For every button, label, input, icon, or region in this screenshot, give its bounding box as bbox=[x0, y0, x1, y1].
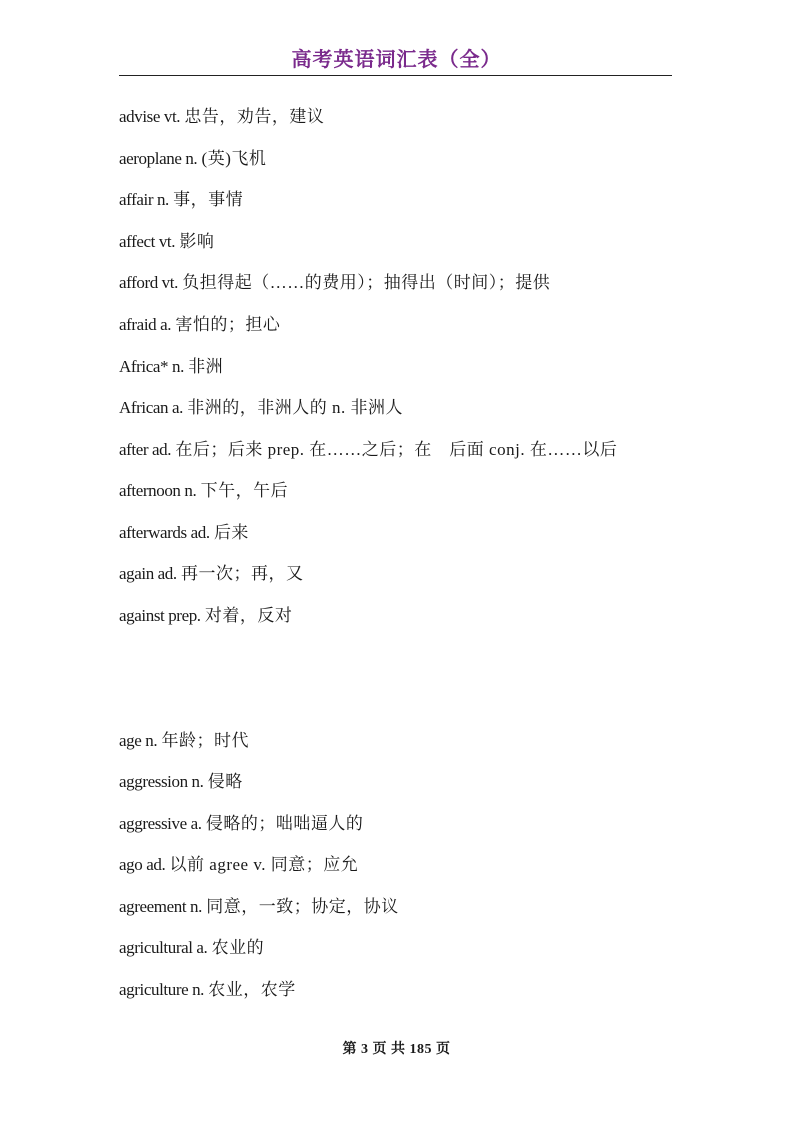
entry-meaning: 忠告，劝告，建议 bbox=[184, 107, 325, 126]
entry-meaning: 同意，一致；协定，协议 bbox=[206, 897, 399, 916]
vocab-entry bbox=[119, 813, 363, 835]
entry-word: advise vt. bbox=[119, 107, 181, 126]
vocab-entry bbox=[119, 231, 214, 253]
page-title: 高考英语词汇表（全） bbox=[291, 49, 502, 71]
entry-word: ago ad. bbox=[119, 855, 166, 874]
vocab-entry bbox=[119, 148, 266, 170]
entry-word: again ad. bbox=[119, 564, 177, 583]
entry-meaning: (英)飞机 bbox=[201, 149, 267, 168]
entry-meaning: 以前 agree v. 同意；应允 bbox=[169, 855, 359, 874]
entry-word: afford vt. bbox=[119, 273, 178, 292]
entry-word: afterwards ad. bbox=[119, 523, 210, 542]
vocab-entry bbox=[119, 771, 243, 793]
entry-meaning: 侵略 bbox=[207, 772, 243, 791]
header-divider bbox=[119, 75, 672, 76]
entry-meaning: 害怕的；担心 bbox=[175, 315, 281, 334]
entry-word: African a. bbox=[119, 398, 183, 417]
entry-meaning: 再一次；再，又 bbox=[181, 564, 304, 583]
vocab-entry bbox=[119, 397, 403, 419]
entry-meaning: 下午，午后 bbox=[200, 481, 289, 500]
vocab-entry bbox=[119, 480, 288, 502]
entry-meaning: 非洲 bbox=[188, 357, 224, 376]
entry-word: afraid a. bbox=[119, 315, 172, 334]
vocab-entry bbox=[119, 272, 550, 294]
vocab-entry bbox=[119, 605, 292, 627]
vocab-entry bbox=[119, 522, 249, 544]
entry-meaning: 对着，反对 bbox=[204, 606, 293, 625]
entry-meaning: 年龄；时代 bbox=[161, 731, 249, 750]
entry-word: affect vt. bbox=[119, 232, 176, 251]
entry-word: aggressive a. bbox=[119, 814, 202, 833]
entry-word: agricultural a. bbox=[119, 938, 208, 957]
entry-meaning: 非洲的，非洲人的 n. 非洲人 bbox=[187, 398, 403, 417]
entry-meaning: 后来 bbox=[213, 523, 249, 542]
vocab-entry bbox=[119, 106, 324, 128]
entry-word: after ad. bbox=[119, 440, 172, 459]
vocab-entry bbox=[119, 979, 296, 1001]
entry-word: against prep. bbox=[119, 606, 201, 625]
entry-word: afternoon n. bbox=[119, 481, 197, 500]
entry-word: agriculture n. bbox=[119, 980, 205, 999]
entry-word: age n. bbox=[119, 731, 158, 750]
entry-word: agreement n. bbox=[119, 897, 202, 916]
vocab-entry bbox=[119, 937, 264, 959]
entry-word: Africa* n. bbox=[119, 357, 184, 376]
entry-word: aeroplane n. bbox=[119, 149, 198, 168]
entry-meaning: 影响 bbox=[179, 232, 215, 251]
vocab-entry bbox=[119, 439, 617, 461]
page-number: 第 3 页 共 185 页 bbox=[342, 1042, 451, 1057]
vocab-entry bbox=[119, 356, 223, 378]
entry-meaning: 在后；后来 prep. 在……之后；在 后面 conj. 在……以后 bbox=[175, 440, 618, 459]
entry-meaning: 事，事情 bbox=[173, 190, 244, 209]
entry-word: affair n. bbox=[119, 190, 169, 209]
vocab-entry bbox=[119, 730, 249, 752]
entry-meaning: 侵略的；咄咄逼人的 bbox=[205, 814, 364, 833]
entry-meaning: 农业的 bbox=[211, 938, 265, 957]
vocab-entry bbox=[119, 854, 358, 876]
vocab-entry bbox=[119, 896, 399, 918]
entry-word: aggression n. bbox=[119, 772, 204, 791]
vocab-entry bbox=[119, 563, 304, 585]
vocab-entry bbox=[119, 189, 243, 211]
vocab-entry bbox=[119, 314, 280, 336]
entry-meaning: 负担得起（……的费用）；抽得出（时间）；提供 bbox=[182, 273, 551, 292]
entry-meaning: 农业，农学 bbox=[208, 980, 296, 999]
